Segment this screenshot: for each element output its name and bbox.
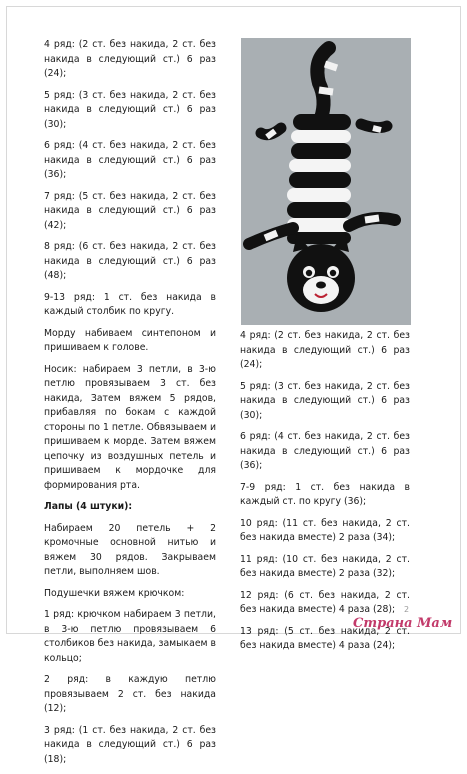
instruction-paragraph: 5 ряд: (3 ст. без накида, 2 ст. без накида в следующий ст.) 6 раз (30); bbox=[44, 89, 216, 130]
instruction-paragraph: 10 ряд: (11 ст. без накида, 2 ст. без накида вместе) 2 раза (34); bbox=[240, 517, 410, 543]
instruction-paragraph: 7-9 ряд: 1 ст. без накида в каждый ст. по кругу (36); bbox=[240, 481, 410, 507]
instruction-paragraph: 12 ряд: (6 ст. без накида, 2 ст. без накида вместе) 4 раза (28); bbox=[240, 589, 410, 615]
instruction-paragraph: 5 ряд: (3 ст. без накида, 2 ст. без накида в следующий ст.) 6 раз (30); bbox=[240, 380, 410, 421]
watermark-logo: Страна Мам bbox=[353, 616, 453, 631]
instruction-paragraph: 2 ряд: в каждую петлю провязываем 2 ст. без накида (12); bbox=[44, 674, 216, 714]
instruction-paragraph: 11 ряд: (10 ст. без накида, 2 ст. без накида вместе) 2 раза (32); bbox=[240, 553, 410, 579]
instruction-paragraph: 8 ряд: (6 ст. без накида, 2 ст. без накида в следующий ст.) 6 раз (48); bbox=[44, 241, 216, 281]
instruction-paragraph: 3 ряд: (1 ст. без накида, 2 ст. без накида в следующий ст.) 6 раз (18); bbox=[44, 724, 216, 765]
instruction-paragraph: Мордy набиваем синтепоном и пришиваем к голове. bbox=[44, 327, 216, 353]
right-text-column bbox=[240, 329, 410, 661]
instruction-paragraph: 13 ряд: (5 ст. без накида, 2 ст. без накида вместе) 4 раза (24); bbox=[240, 625, 410, 651]
instruction-paragraph: 9-13 ряд: 1 ст. без накида в каждый столбик по кругу. bbox=[44, 291, 216, 317]
instruction-paragraph: Набираем 20 петель + 2 кромочные основной нитью и вяжем 30 рядов. Закрываем петли, выполняем шов. bbox=[44, 522, 216, 577]
instruction-paragraph: Носик: набираем 3 петли, в 3-ю петлю провязываем 3 ст. без накида, Затем вяжем 5 рядов, прибавляя по бокам с каждой стороны по 1 петле. Обвязываем и пришиваем к морде. Затем вяжем цепочку из воздушных петель и пришиваем к мордочке для формирования рта. bbox=[44, 363, 216, 491]
instruction-paragraph: Подушечки вяжем крючком: bbox=[44, 587, 185, 599]
instruction-paragraph: 4 ряд: (2 ст. без накида, 2 ст. без накида в следующий ст.) 6 раз (24); bbox=[240, 330, 410, 370]
instruction-paragraph: 4 ряд: (2 ст. без накида, 2 ст. без накида в следующий ст.) 6 раз (24); bbox=[44, 39, 216, 79]
instruction-paragraph: 7 ряд: (5 ст. без накида, 2 ст. без накида в следующий ст.) 6 раз (42); bbox=[44, 190, 216, 231]
page-number: 2 bbox=[404, 605, 410, 614]
instruction-paragraph: 6 ряд: (4 ст. без накида, 2 ст. без накида в следующий ст.) 6 раз (36); bbox=[44, 140, 216, 180]
instruction-paragraph: 1 ряд: крючком набираем 3 петли, в 3-ю петлю провязываем 6 столбиков без накида, замыкаем в кольцо; bbox=[44, 609, 216, 664]
left-text-column bbox=[44, 38, 216, 774]
knitted-cat-illustration bbox=[241, 38, 411, 325]
knitted-cat-bookmark-photo bbox=[241, 38, 411, 325]
instruction-paragraph: 6 ряд: (4 ст. без накида, 2 ст. без накида в следующий ст.) 6 раз (36); bbox=[240, 431, 410, 471]
section-heading: Лапы (4 штуки): bbox=[44, 501, 133, 512]
